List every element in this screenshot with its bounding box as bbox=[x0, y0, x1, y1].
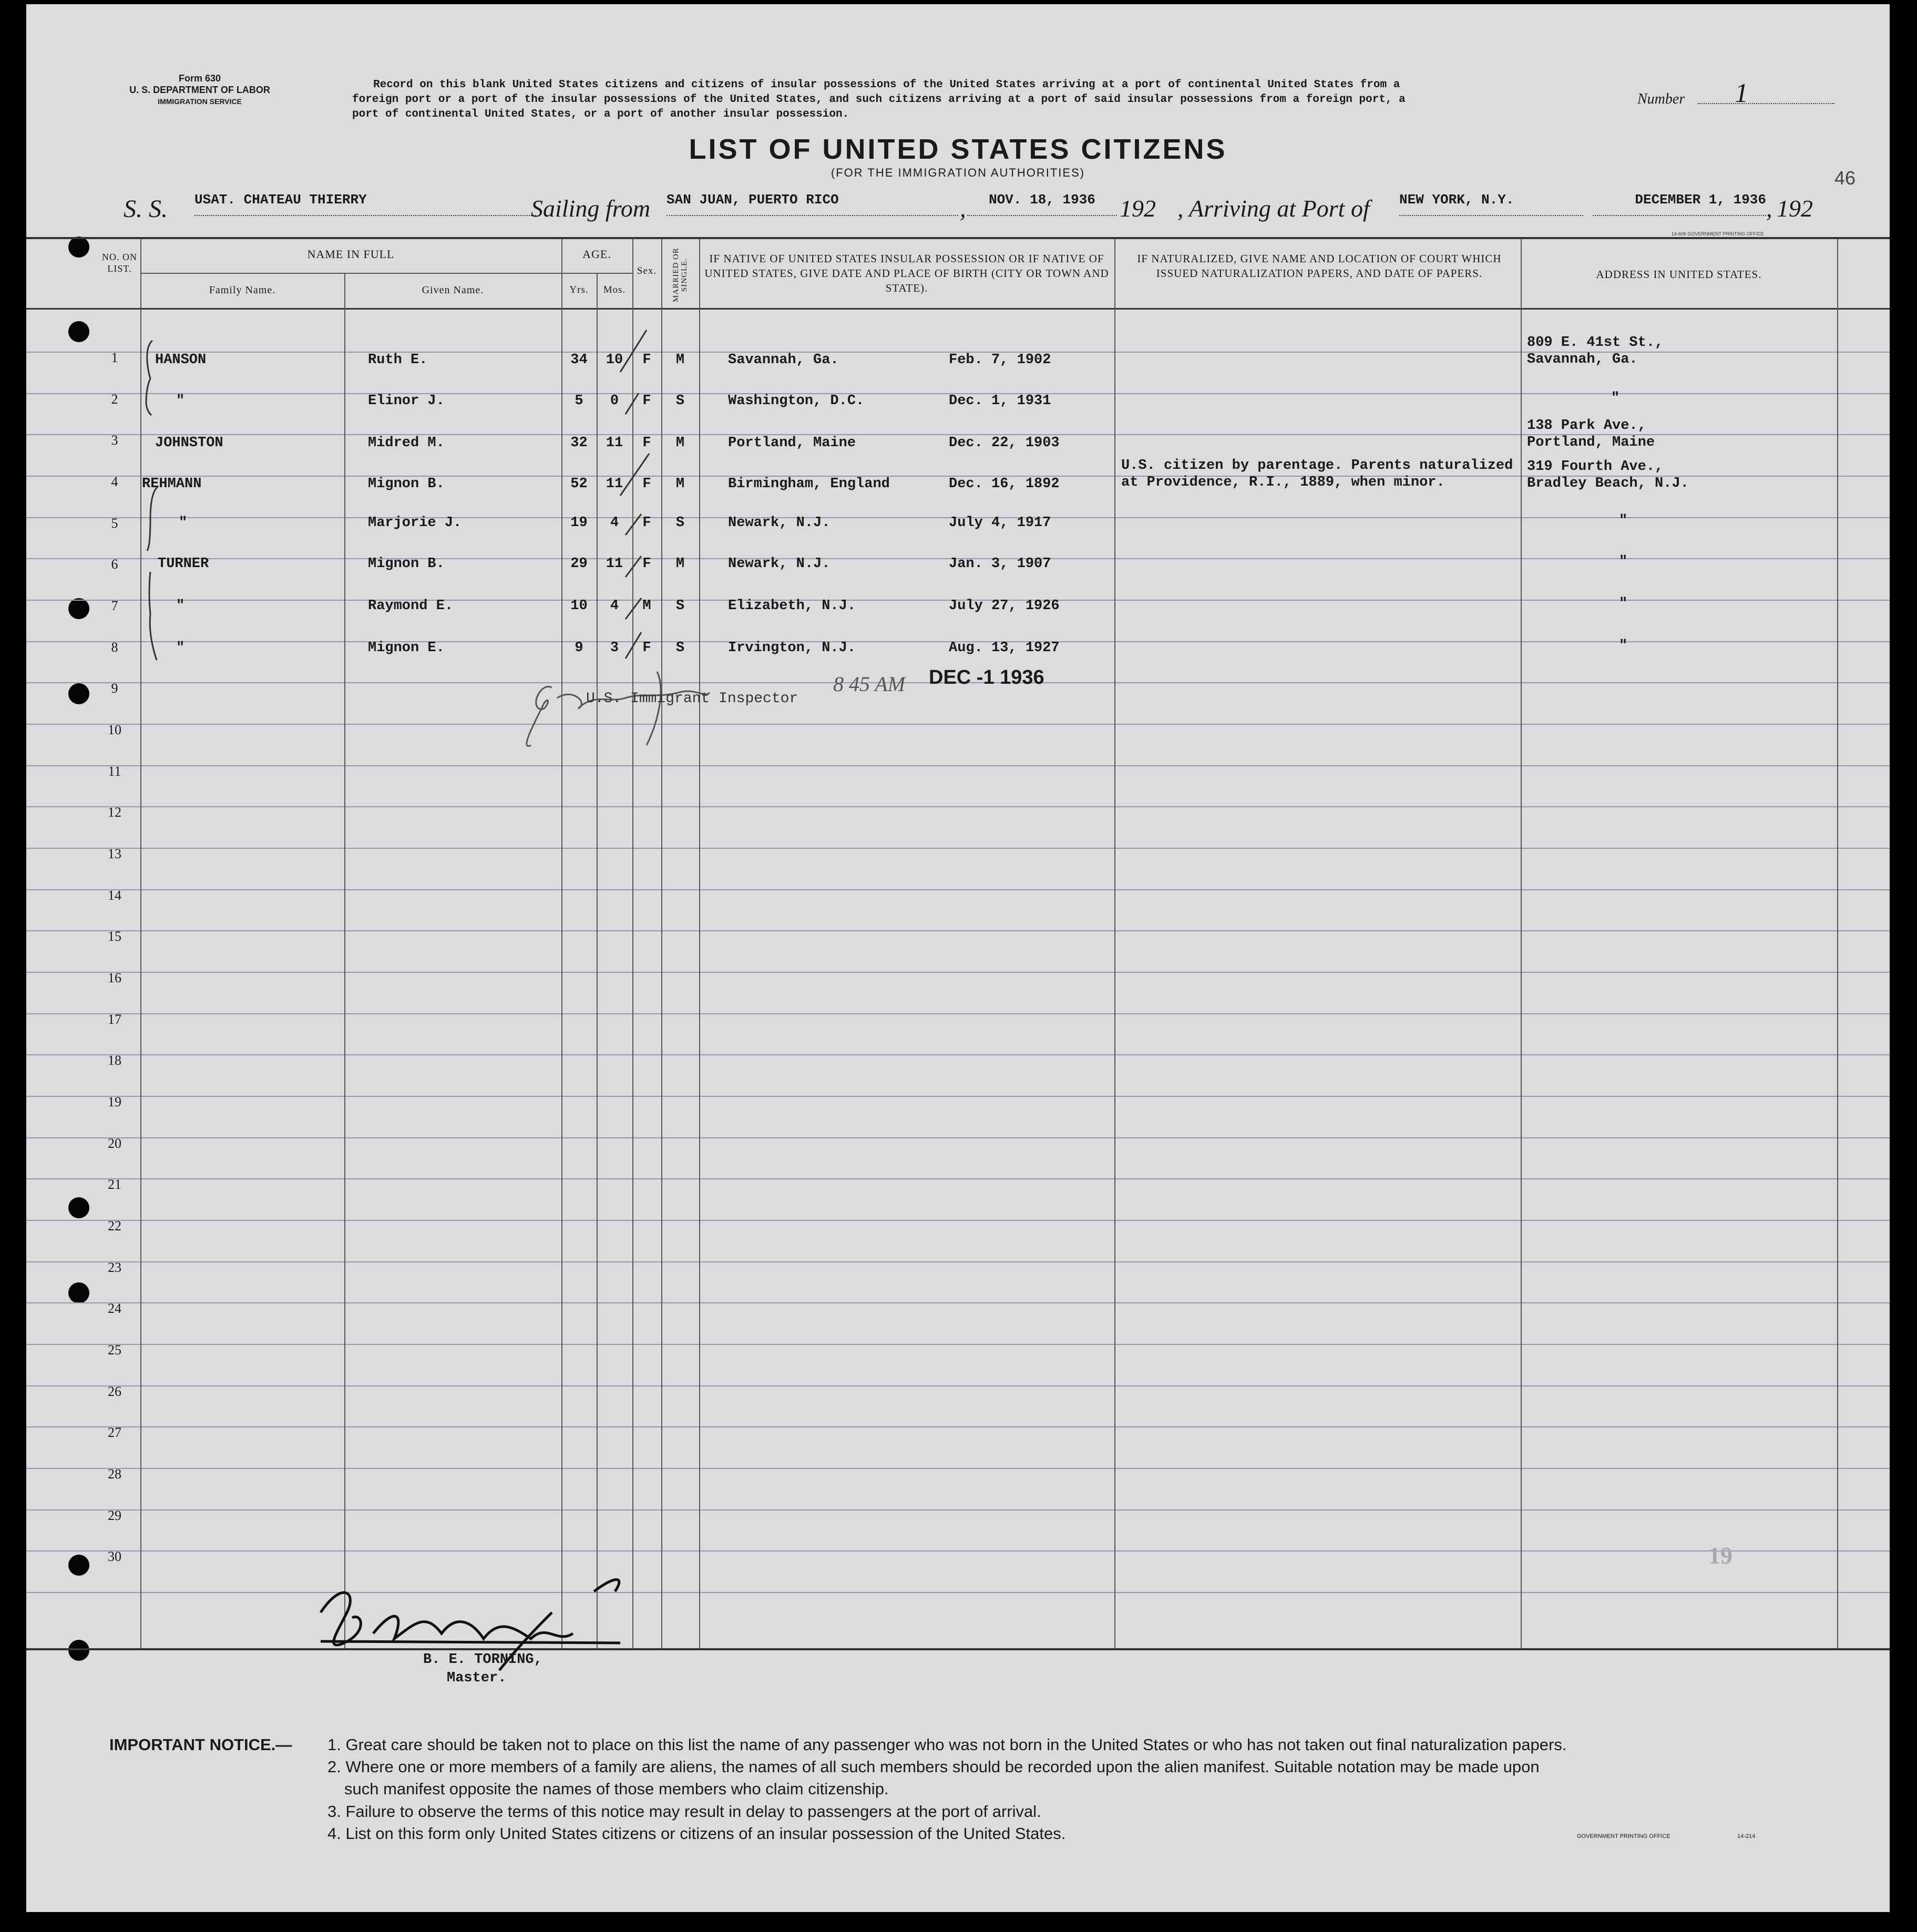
notice-line: 4. List on this form only United States citizens or citizens of an insular possession of the United States. bbox=[327, 1824, 1066, 1843]
row-number: 9 bbox=[111, 681, 118, 696]
tally-number: 19 bbox=[1708, 1542, 1733, 1569]
address-line: Savannah, Ga. bbox=[1527, 352, 1638, 367]
marital-status: S bbox=[675, 515, 685, 531]
given-name: Mignon B. bbox=[368, 476, 445, 492]
department: U. S. DEPARTMENT OF LABOR bbox=[129, 85, 270, 95]
address-line: 138 Park Ave., bbox=[1527, 418, 1646, 434]
page-number: 46 bbox=[1834, 167, 1856, 189]
inspector-signature bbox=[527, 672, 710, 746]
page-subtitle: (FOR THE IMMIGRATION AUTHORITIES) bbox=[831, 166, 1085, 179]
age-months: 0 bbox=[610, 393, 619, 409]
family-name: HANSON bbox=[155, 352, 207, 368]
ss-label: S. S. bbox=[124, 195, 168, 223]
row-number: 17 bbox=[108, 1012, 121, 1027]
given-name: Midred M. bbox=[368, 435, 445, 451]
row-number: 22 bbox=[108, 1218, 121, 1234]
sailing-date: NOV. 18, 1936 bbox=[967, 192, 1117, 216]
sex: F bbox=[642, 556, 651, 572]
row-number: 5 bbox=[111, 516, 118, 531]
date-stamp: DEC -1 1936 bbox=[929, 666, 1044, 688]
row-number: 30 bbox=[108, 1549, 121, 1564]
check-mark bbox=[620, 454, 649, 496]
age-years: 10 bbox=[570, 598, 588, 614]
row-number: 16 bbox=[108, 970, 121, 985]
footer-code: 14-214 bbox=[1737, 1833, 1756, 1839]
marital-status: M bbox=[675, 352, 685, 368]
comma: , bbox=[1177, 195, 1184, 222]
age-years: 52 bbox=[570, 476, 588, 492]
naturalization-line: at Providence, R.I., 1889, when minor. bbox=[1121, 475, 1445, 490]
family-name: JOHNSTON bbox=[155, 435, 223, 451]
sex: F bbox=[642, 476, 651, 492]
birth-date: Dec. 1, 1931 bbox=[949, 393, 1051, 409]
given-name: Elinor J. bbox=[368, 393, 445, 409]
header-yrs: Yrs. bbox=[569, 284, 589, 295]
row-number: 11 bbox=[108, 764, 121, 779]
check-mark bbox=[626, 393, 639, 414]
birth-place: Newark, N.J. bbox=[728, 556, 831, 572]
row-number: 20 bbox=[108, 1136, 121, 1151]
family-name: TURNER bbox=[158, 556, 209, 572]
row-number: 4 bbox=[111, 474, 118, 489]
row-number: 29 bbox=[108, 1508, 121, 1523]
family-name: " bbox=[176, 640, 185, 656]
inspection-time: 8 45 AM bbox=[833, 672, 906, 696]
row-number: 27 bbox=[108, 1425, 121, 1440]
arriving-label: Arriving at Port of bbox=[1189, 195, 1370, 222]
age-years: 34 bbox=[570, 352, 588, 368]
row-number: 1 bbox=[111, 350, 118, 365]
address-ditto: " bbox=[1619, 596, 1628, 612]
sex: F bbox=[642, 352, 651, 368]
row-number: 15 bbox=[108, 929, 121, 944]
row-number: 24 bbox=[108, 1301, 121, 1316]
check-mark bbox=[626, 514, 641, 535]
family-name: REHMANN bbox=[142, 476, 202, 492]
header-birth: IF NATIVE OF UNITED STATES INSULAR POSSESSION OR IF NATIVE OF UNITED STATES, GIVE DATE AND PLACE OF BIRTH (CITY OR TOWN AND STATE). bbox=[704, 252, 1109, 294]
birth-place: Elizabeth, N.J. bbox=[728, 598, 856, 614]
birth-place: Portland, Maine bbox=[728, 435, 856, 451]
row-number: 25 bbox=[108, 1342, 121, 1358]
family-bracket bbox=[146, 341, 152, 415]
marital-status: S bbox=[675, 640, 685, 656]
service: IMMIGRATION SERVICE bbox=[158, 97, 242, 106]
birth-place: Irvington, N.J. bbox=[728, 640, 856, 656]
year-prefix: 192 bbox=[1777, 195, 1813, 222]
header-no: NO. ON LIST. bbox=[102, 252, 137, 274]
marital-status: M bbox=[675, 435, 685, 451]
inspector-label: U.S. Immigrant Inspector bbox=[586, 691, 798, 707]
given-name: Ruth E. bbox=[368, 352, 428, 368]
age-months: 10 bbox=[606, 352, 623, 368]
age-months: 11 bbox=[606, 476, 623, 492]
row-number: 3 bbox=[111, 433, 118, 448]
family-name: " bbox=[176, 598, 185, 614]
address-line: Bradley Beach, N.J. bbox=[1527, 476, 1689, 491]
check-mark bbox=[620, 330, 647, 372]
birth-place: Washington, D.C. bbox=[728, 393, 865, 409]
family-bracket bbox=[149, 572, 157, 660]
birth-date: Dec. 22, 1903 bbox=[949, 435, 1060, 451]
address-line: 319 Fourth Ave., bbox=[1527, 459, 1664, 475]
row-number: 14 bbox=[108, 888, 121, 903]
marital-status: M bbox=[675, 476, 685, 492]
header-address: ADDRESS IN UNITED STATES. bbox=[1596, 268, 1762, 281]
notice-line: 3. Failure to observe the terms of this notice may result in delay to passengers at the port of arrival. bbox=[327, 1802, 1041, 1821]
given-name: Mignon B. bbox=[368, 556, 445, 572]
age-years: 29 bbox=[570, 556, 588, 572]
row-number: 23 bbox=[108, 1260, 121, 1275]
row-number: 28 bbox=[108, 1466, 121, 1482]
check-mark bbox=[626, 632, 641, 659]
age-months: 4 bbox=[610, 515, 619, 531]
arriving-port: NEW YORK, N.Y. bbox=[1399, 192, 1583, 216]
address-ditto: " bbox=[1611, 390, 1620, 406]
notice-line: 2. Where one or more members of a family are aliens, the names of all such members should be recorded upon the alien manifest. Suitable notation may be made upon bbox=[327, 1758, 1540, 1776]
age-months: 4 bbox=[610, 598, 619, 614]
master-title: Master. bbox=[447, 1670, 507, 1686]
age-years: 32 bbox=[570, 435, 588, 451]
birth-date: Jan. 3, 1907 bbox=[949, 556, 1051, 572]
instruction-line: Record on this blank United States citizens and citizens of insular possessions of the United States arriving at a port of continental United States from a bbox=[373, 79, 1400, 91]
age-months: 11 bbox=[606, 556, 623, 572]
row-number: 6 bbox=[111, 557, 118, 572]
notice-line: 1. Great care should be taken not to place on this list the name of any passenger who was not born in the United States or who has not taken out final naturalization papers. bbox=[327, 1735, 1567, 1754]
birth-place: Savannah, Ga. bbox=[728, 352, 839, 368]
check-mark bbox=[626, 556, 641, 577]
naturalization-line: U.S. citizen by parentage. Parents naturalized bbox=[1121, 458, 1513, 474]
sailing-from: SAN JUAN, PUERTO RICO bbox=[667, 192, 958, 216]
header-naturalized: IF NATURALIZED, GIVE NAME AND LOCATION OF COURT WHICH ISSUED NATURALIZATION PAPERS, AND DATE OF PAPERS. bbox=[1137, 252, 1502, 280]
notice-line: such manifest opposite the names of those members who claim citizenship. bbox=[344, 1780, 889, 1798]
manifest-sheet bbox=[26, 4, 1890, 1912]
marital-status: S bbox=[675, 598, 685, 614]
sailing-label: Sailing from bbox=[531, 195, 651, 222]
row-number: 2 bbox=[111, 392, 118, 407]
birth-place: Birmingham, England bbox=[728, 476, 890, 492]
master-name: B. E. TORNING, bbox=[423, 1652, 542, 1668]
comma: , bbox=[1766, 195, 1772, 222]
instruction-line: port of continental United States, or a port of another insular possession. bbox=[352, 108, 849, 120]
header-given-name: Given Name. bbox=[422, 284, 484, 296]
row-number: 19 bbox=[108, 1094, 121, 1109]
header-name-in-full: NAME IN FULL bbox=[307, 248, 395, 261]
row-number: 7 bbox=[111, 598, 118, 613]
age-months: 11 bbox=[606, 435, 623, 451]
address-ditto: " bbox=[1619, 554, 1628, 570]
marital-status: M bbox=[675, 556, 685, 572]
birth-date: July 27, 1926 bbox=[949, 598, 1060, 614]
sex: M bbox=[642, 598, 651, 614]
instruction-line: foreign port or a port of the insular possessions of the United States, and such citizens arriving at a port of said insular possessions from a foreign port, a bbox=[352, 94, 1406, 106]
address-line: 809 E. 41st St., bbox=[1527, 335, 1664, 351]
row-number: 13 bbox=[108, 846, 121, 861]
ship-name: USAT. CHATEAU THIERRY bbox=[194, 192, 536, 216]
row-number: 26 bbox=[108, 1384, 121, 1399]
family-bracket bbox=[147, 487, 158, 551]
given-name: Raymond E. bbox=[368, 598, 454, 614]
printer-code: 14-606 GOVERNMENT PRINTING OFFICE bbox=[1672, 231, 1764, 237]
notice-heading: IMPORTANT NOTICE.— bbox=[109, 1735, 292, 1754]
form-number: Form 630 bbox=[178, 73, 221, 84]
address-line: Portland, Maine bbox=[1527, 435, 1655, 450]
age-months: 3 bbox=[610, 640, 619, 656]
header-mos: Mos. bbox=[603, 284, 626, 295]
arrival-date: DECEMBER 1, 1936 bbox=[1593, 192, 1766, 216]
sex: F bbox=[642, 393, 651, 409]
birth-date: July 4, 1917 bbox=[949, 515, 1051, 531]
page-title: LIST OF UNITED STATES CITIZENS bbox=[689, 133, 1227, 165]
sex: F bbox=[642, 435, 651, 451]
header-sex: Sex. bbox=[637, 265, 657, 276]
row-number: 18 bbox=[108, 1053, 121, 1068]
birth-date: Dec. 16, 1892 bbox=[949, 476, 1060, 492]
marital-status: S bbox=[675, 393, 685, 409]
age-years: 5 bbox=[575, 393, 583, 409]
header-age: AGE. bbox=[582, 248, 611, 261]
given-name: Marjorie J. bbox=[368, 515, 462, 531]
header-family-name: Family Name. bbox=[209, 284, 276, 296]
comma: , bbox=[960, 195, 966, 222]
family-name: " bbox=[176, 393, 185, 409]
birth-date: Aug. 13, 1927 bbox=[949, 640, 1060, 656]
row-number: 10 bbox=[108, 722, 121, 737]
birth-date: Feb. 7, 1902 bbox=[949, 352, 1051, 368]
year-prefix: 192 bbox=[1120, 195, 1156, 222]
handwritten-marks bbox=[26, 4, 1890, 1912]
family-name: " bbox=[179, 515, 188, 531]
number-value: 1 bbox=[1735, 78, 1748, 108]
age-years: 9 bbox=[575, 640, 583, 656]
sex: F bbox=[642, 640, 651, 656]
row-number: 21 bbox=[108, 1177, 121, 1192]
row-number: 12 bbox=[108, 805, 121, 820]
footer-printer: GOVERNMENT PRINTING OFFICE bbox=[1577, 1833, 1670, 1839]
check-mark bbox=[626, 598, 641, 619]
row-number: 8 bbox=[111, 640, 118, 655]
birth-place: Newark, N.J. bbox=[728, 515, 831, 531]
address-ditto: " bbox=[1619, 513, 1628, 529]
address-ditto: " bbox=[1619, 638, 1628, 654]
sex: F bbox=[642, 515, 651, 531]
given-name: Mignon E. bbox=[368, 640, 445, 656]
header-married: MARRIED OR SINGLE. bbox=[672, 248, 689, 302]
number-label: Number bbox=[1637, 91, 1685, 107]
age-years: 19 bbox=[570, 515, 588, 531]
